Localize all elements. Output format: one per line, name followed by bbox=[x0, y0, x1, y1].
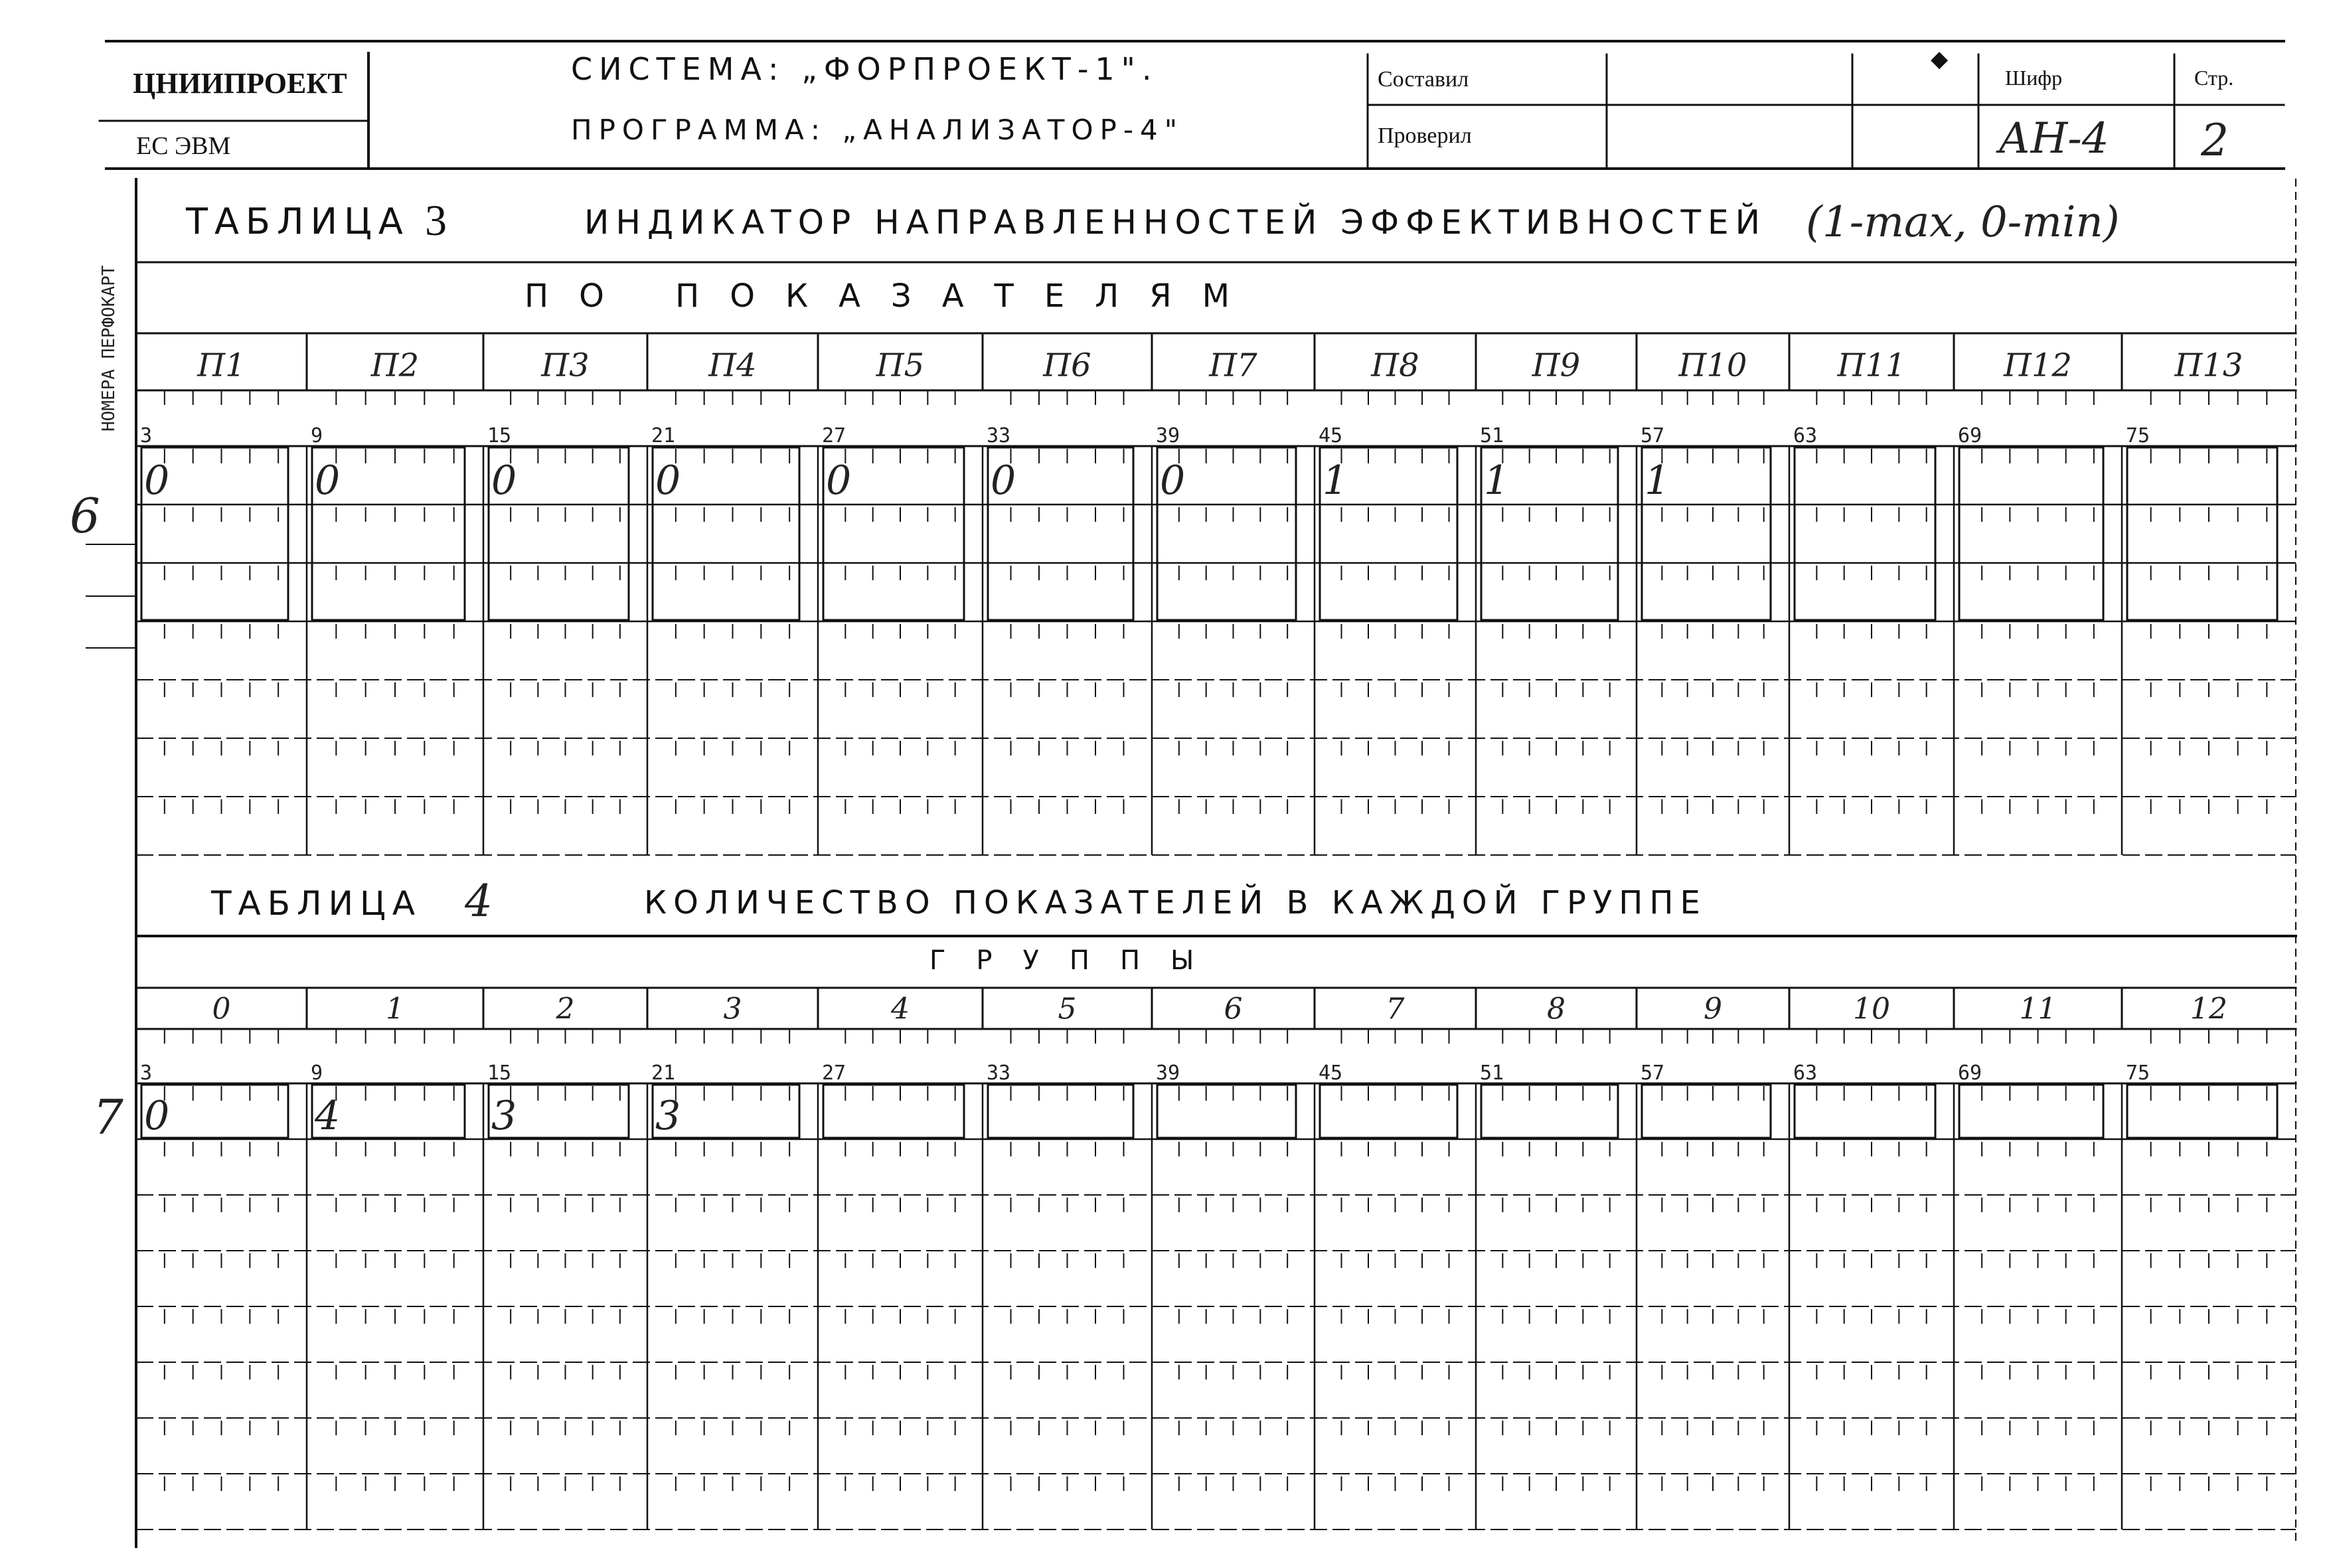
ink-mark-glyph: ◆ bbox=[1931, 47, 1949, 72]
table4-field-box bbox=[1795, 1085, 1935, 1138]
table3-position-number: 3 bbox=[140, 424, 153, 447]
table3-column-header: П10 bbox=[1678, 347, 1747, 384]
checked-label: Проверил bbox=[1378, 123, 1472, 148]
table4-position-number: 75 bbox=[2126, 1061, 2150, 1085]
table4-column-header: 1 bbox=[386, 992, 404, 1026]
table3-cell-value[interactable]: 0 bbox=[315, 457, 341, 505]
table4-position-number: 45 bbox=[1319, 1061, 1343, 1085]
table4-field-box bbox=[1642, 1085, 1771, 1138]
composed-label: Составил bbox=[1378, 67, 1469, 92]
table3-column-header: П3 bbox=[541, 347, 590, 384]
table4-column-header: 7 bbox=[1386, 992, 1405, 1026]
table4-position-number: 3 bbox=[140, 1061, 153, 1085]
table3-position-number: 63 bbox=[1793, 424, 1818, 447]
table4-field-box bbox=[1959, 1085, 2103, 1138]
table4-position-number: 33 bbox=[987, 1061, 1011, 1085]
table4-field-box bbox=[1320, 1085, 1457, 1138]
table3-cell-value[interactable]: 0 bbox=[826, 457, 852, 505]
table3-cell-value[interactable]: 0 bbox=[1160, 457, 1186, 505]
table3-column-header: П4 bbox=[708, 347, 757, 384]
table3-column-header: П7 bbox=[1209, 347, 1257, 384]
table3-cell-value[interactable]: 1 bbox=[1645, 457, 1670, 505]
t4-subtitle: ГРУППЫ bbox=[929, 945, 1225, 976]
org-name: ЦНИИПРОЕКТ bbox=[133, 67, 347, 100]
side-label: НОМЕРА ПЕРФОКАРТ bbox=[99, 265, 119, 431]
table3-position-number: 51 bbox=[1480, 424, 1504, 447]
table3-column-header: П13 bbox=[2174, 347, 2243, 384]
t4-title-label: ТАБЛИЦА bbox=[211, 884, 422, 923]
table3-position-number: 9 bbox=[311, 424, 323, 447]
table3-cell-value[interactable]: 1 bbox=[1484, 457, 1510, 505]
table4-position-number: 51 bbox=[1480, 1061, 1504, 1085]
cipher-label: Шифр bbox=[2005, 66, 2063, 90]
table3-column-header: П12 bbox=[2004, 347, 2072, 384]
table4-column-header: 4 bbox=[891, 992, 910, 1026]
table3-cell-value[interactable]: 0 bbox=[991, 457, 1016, 505]
table4-cell-value[interactable]: 4 bbox=[315, 1092, 341, 1139]
table3-cell-value[interactable]: 0 bbox=[144, 457, 170, 505]
table4-cell-value[interactable]: 0 bbox=[144, 1092, 170, 1139]
table3-column-header: П5 bbox=[876, 347, 925, 384]
org-subtitle: ЕС ЭВМ bbox=[136, 132, 231, 160]
table4-cell-value[interactable]: 3 bbox=[655, 1092, 681, 1139]
t4-card-number: 7 bbox=[93, 1089, 123, 1145]
table4-position-number: 15 bbox=[487, 1061, 512, 1085]
table4-position-number: 21 bbox=[651, 1061, 676, 1085]
table4-position-number: 27 bbox=[822, 1061, 846, 1085]
table3-column-header: П2 bbox=[370, 347, 420, 384]
table3-position-number: 69 bbox=[1958, 424, 1982, 447]
t3-title-label: ТАБЛИЦА bbox=[186, 200, 410, 242]
table3-cell-value[interactable]: 0 bbox=[491, 457, 517, 505]
table4-field-box bbox=[1481, 1085, 1618, 1138]
table4-field-box bbox=[1157, 1085, 1296, 1138]
table3-position-number: 21 bbox=[651, 424, 676, 447]
table3-position-number: 33 bbox=[987, 424, 1011, 447]
table3-grid bbox=[136, 333, 2296, 855]
table3-field-box bbox=[2127, 447, 2277, 620]
cipher-value: АН-4 bbox=[1998, 114, 2109, 163]
table3-field-box bbox=[1795, 447, 1935, 620]
table4-position-number: 63 bbox=[1793, 1061, 1818, 1085]
table3-column-header: П6 bbox=[1043, 347, 1091, 384]
table4-column-header: 8 bbox=[1547, 992, 1566, 1026]
table4-column-header: 5 bbox=[1058, 992, 1077, 1026]
table4-column-header: 2 bbox=[556, 992, 575, 1026]
table3-column-header: П11 bbox=[1837, 347, 1906, 384]
table3-position-number: 75 bbox=[2126, 424, 2150, 447]
dynamic-cells bbox=[140, 347, 2243, 1139]
table4-column-header: 3 bbox=[723, 992, 742, 1026]
table3-cell-value[interactable]: 0 bbox=[655, 457, 681, 505]
t4-title-number: 4 bbox=[465, 876, 493, 927]
table3-position-number: 27 bbox=[822, 424, 846, 447]
table3-position-number: 57 bbox=[1641, 424, 1665, 447]
table4-column-header: 10 bbox=[1853, 992, 1890, 1026]
table4-field-box bbox=[2127, 1085, 2277, 1138]
table4-column-header: 0 bbox=[212, 992, 231, 1026]
table3-column-header: П8 bbox=[1371, 347, 1419, 384]
table3-position-number: 39 bbox=[1156, 424, 1180, 447]
t3-title-number: 3 bbox=[425, 196, 447, 245]
table4-position-number: 57 bbox=[1641, 1061, 1665, 1085]
t3-title-note: (1-max, 0-min) bbox=[1806, 198, 2120, 247]
system-line: СИСТЕМА: „ФОРПРОЕКТ-1". bbox=[571, 51, 1159, 87]
table3-column-header: П9 bbox=[1532, 347, 1581, 384]
table3-field-box bbox=[1959, 447, 2103, 620]
table4-column-header: 9 bbox=[1704, 992, 1722, 1026]
table4-position-number: 9 bbox=[311, 1061, 323, 1085]
table4-position-number: 39 bbox=[1156, 1061, 1180, 1085]
t3-card-number: 6 bbox=[70, 488, 100, 544]
table3-position-number: 45 bbox=[1319, 424, 1343, 447]
page-value: 2 bbox=[2201, 115, 2229, 166]
table4-column-header: 11 bbox=[2019, 992, 2057, 1026]
table4-field-box bbox=[988, 1085, 1133, 1138]
t3-subtitle: ПО ПОКАЗАТЕЛЯМ bbox=[524, 277, 1261, 315]
t4-title-text: КОЛИЧЕСТВО ПОКАЗАТЕЛЕЙ В КАЖДОЙ ГРУППЕ bbox=[644, 884, 1707, 921]
page-label: Стр. bbox=[2194, 66, 2234, 90]
table4-cell-value[interactable]: 3 bbox=[491, 1092, 517, 1139]
t3-title-text: ИНДИКАТОР НАПРАВЛЕННОСТЕЙ ЭФФЕКТИВНОСТЕЙ bbox=[584, 203, 1767, 242]
program-line: ПРОГРАММА: „АНАЛИЗАТОР-4" bbox=[571, 114, 1184, 146]
table3-cell-value[interactable]: 1 bbox=[1323, 457, 1348, 505]
table4-field-box bbox=[823, 1085, 964, 1138]
table4-column-header: 6 bbox=[1224, 992, 1243, 1026]
table3-column-header: П1 bbox=[197, 347, 246, 384]
table4-column-header: 12 bbox=[2190, 992, 2227, 1026]
table3-position-number: 15 bbox=[487, 424, 512, 447]
table4-position-number: 69 bbox=[1958, 1061, 1982, 1085]
